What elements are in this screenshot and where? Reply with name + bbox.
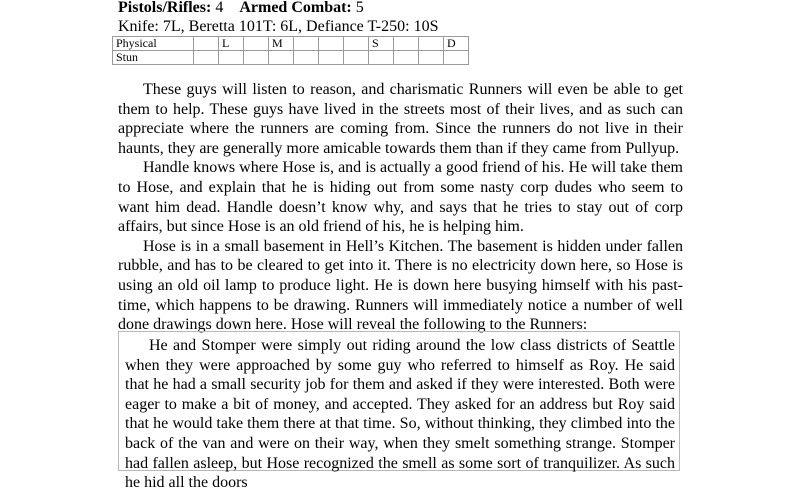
condition-row bbox=[113, 51, 469, 65]
condition-box bbox=[219, 51, 244, 65]
condition-box bbox=[344, 51, 369, 65]
paragraph: Handle knows where Hose is, and is actually a good friend of his. He will take them to Hose, and explain that he is hiding out from some nasty corp dudes who seem to want him dead. Handle doesn’t know why, and says that he tries to stay out of corp affairs, but since Hose is an old friend of his, he is helping him. bbox=[118, 159, 683, 236]
condition-box bbox=[419, 37, 444, 51]
condition-box bbox=[444, 51, 469, 65]
armed-combat-label: Armed Combat: bbox=[239, 0, 352, 16]
condition-monitor bbox=[112, 36, 469, 65]
condition-box: L bbox=[219, 37, 244, 51]
condition-box bbox=[319, 51, 344, 65]
pistols-label: Pistols/Rifles: bbox=[118, 0, 212, 16]
condition-box: D bbox=[444, 37, 469, 51]
quoted-box bbox=[118, 331, 680, 492]
condition-box bbox=[269, 51, 294, 65]
condition-box bbox=[394, 51, 419, 65]
condition-box bbox=[244, 51, 269, 65]
body-text bbox=[118, 80, 683, 335]
condition-row-label: Physical bbox=[113, 37, 194, 51]
condition-box: M bbox=[269, 37, 294, 51]
combat-skills-line bbox=[118, 0, 364, 17]
condition-row bbox=[113, 37, 469, 51]
condition-box bbox=[369, 51, 394, 65]
armed-combat-value: 5 bbox=[355, 0, 364, 16]
condition-box bbox=[194, 37, 219, 51]
condition-box bbox=[394, 37, 419, 51]
condition-row-label: Stun bbox=[113, 51, 194, 65]
condition-box: S bbox=[369, 37, 394, 51]
condition-box bbox=[244, 37, 269, 51]
weapons-line: Knife: 7L, Beretta 101T: 6L, Defiance T-250: 10S bbox=[118, 18, 439, 35]
condition-box bbox=[194, 51, 219, 65]
pistols-value: 4 bbox=[215, 0, 224, 16]
paragraph: Hose is in a small basement in Hell’s Kitchen. The basement is hidden under fallen rubble, and has to be cleared to get into it. There is no electricity down here, so Hose is using an old oil lamp to produce light. He is down here busying himself with his past-time, which happens to be drawing. Runners will immediately notice a number of well done drawings down here. Hose will reveal the following to the Runners: bbox=[118, 237, 683, 334]
quote-text: He and Stomper were simply out riding around the low class districts of Seattle when they were approached by some guy who referred to himself as Roy. He said that he had a small security job for them and asked if they were interested. Both were eager to make a bit of money, and accepted. They asked for an address but Roy said that he would take them there at that time. So, without thinking, they climbed into the back of the van and were on their way, when they smelt something strange. Stomper had fallen asleep, but Hose recognized the smell as some sort of tranquilizer. As such he hid all the doors bbox=[125, 337, 675, 492]
condition-box bbox=[294, 37, 319, 51]
condition-box bbox=[319, 37, 344, 51]
condition-box bbox=[344, 37, 369, 51]
condition-box bbox=[294, 51, 319, 65]
paragraph: These guys will listen to reason, and charismatic Runners will even be able to get them to help. These guys have lived in the streets most of their lives, and as such can appreciate where the runners are coming from. Since the runners do not live in their haunts, they are generally more amicable towards them than if they came from Pullyup. bbox=[118, 81, 683, 157]
condition-box bbox=[419, 51, 444, 65]
